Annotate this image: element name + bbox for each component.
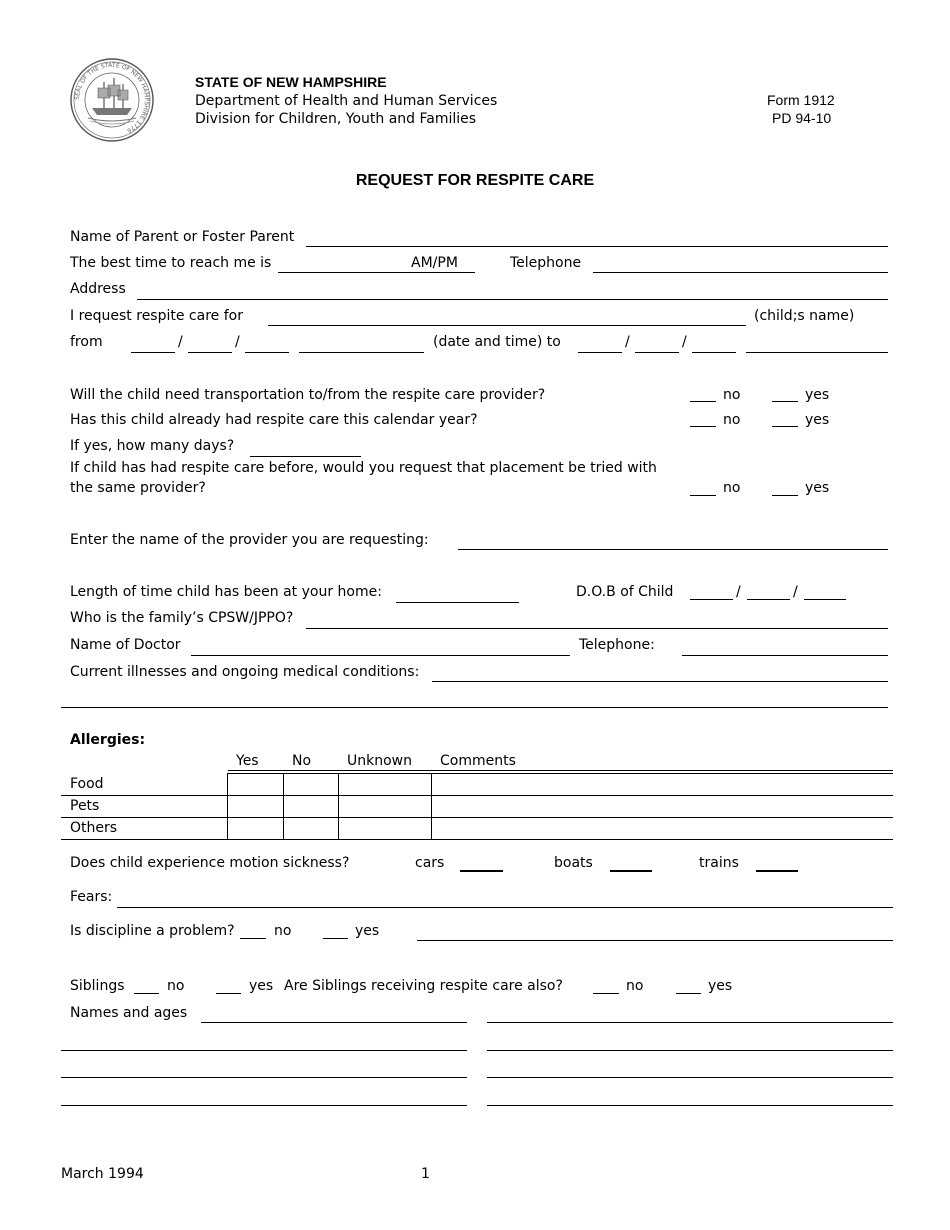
cars-label: cars bbox=[415, 855, 445, 871]
no-label: no bbox=[723, 412, 741, 428]
pd-number: PD 94-10 bbox=[772, 110, 832, 126]
table-rule bbox=[228, 770, 893, 771]
fears-field[interactable] bbox=[117, 907, 893, 908]
transport-question: Will the child need transportation to/from the respite care provider? bbox=[70, 387, 546, 403]
cpsw-field[interactable] bbox=[306, 628, 888, 629]
illnesses-label: Current illnesses and ongoing medical conditions: bbox=[70, 664, 420, 680]
yes-label: yes bbox=[805, 412, 830, 428]
date-slash: / bbox=[235, 334, 240, 350]
yes-label: yes bbox=[805, 387, 830, 403]
dob-day-field[interactable] bbox=[747, 599, 790, 600]
state-heading: STATE OF NEW HAMPSHIRE bbox=[195, 74, 387, 90]
to-day-field[interactable] bbox=[635, 352, 679, 353]
how-many-days-label: If yes, how many days? bbox=[70, 438, 235, 454]
sibling-name-field[interactable] bbox=[487, 1105, 893, 1106]
length-of-time-label: Length of time child has been at your home: bbox=[70, 584, 382, 600]
parent-name-field[interactable] bbox=[306, 246, 888, 247]
table-column-divider bbox=[283, 773, 284, 839]
allergies-title: Allergies: bbox=[70, 732, 146, 748]
svg-text:SEAL OF THE STATE OF NEW HAMPS: SEAL OF THE STATE OF NEW HAMPSHIRE 1776 bbox=[73, 61, 151, 134]
doctor-name-label: Name of Doctor bbox=[70, 637, 181, 653]
footer-date: March 1994 bbox=[61, 1166, 144, 1182]
column-header-unknown: Unknown bbox=[347, 753, 412, 769]
dob-year-field[interactable] bbox=[804, 599, 846, 600]
to-year-field[interactable] bbox=[692, 352, 736, 353]
date-slash: / bbox=[682, 334, 687, 350]
cars-field[interactable] bbox=[460, 870, 503, 872]
already-had-yes-checkbox[interactable] bbox=[772, 426, 798, 427]
table-rule bbox=[61, 795, 893, 796]
form-title: REQUEST FOR RESPITE CARE bbox=[355, 172, 595, 189]
provider-name-field[interactable] bbox=[458, 549, 888, 550]
table-column-divider bbox=[431, 773, 432, 839]
best-time-field[interactable] bbox=[278, 272, 475, 273]
motion-sickness-question: Does child experience motion sickness? bbox=[70, 855, 350, 871]
state-seal-image bbox=[70, 58, 154, 142]
column-header-no: No bbox=[292, 753, 312, 769]
to-month-field[interactable] bbox=[578, 352, 622, 353]
provider-name-label: Enter the name of the provider you are requesting: bbox=[70, 532, 429, 548]
same-provider-no-checkbox[interactable] bbox=[690, 495, 716, 496]
transport-yes-checkbox[interactable] bbox=[772, 401, 798, 402]
allergy-row-others: Others bbox=[70, 820, 118, 836]
column-header-comments: Comments bbox=[440, 753, 516, 769]
trains-field[interactable] bbox=[756, 870, 798, 872]
to-time-field[interactable] bbox=[746, 352, 888, 353]
siblings-yes-checkbox[interactable] bbox=[216, 993, 241, 994]
same-provider-question-cont: the same provider? bbox=[70, 480, 206, 496]
best-time-label: The best time to reach me is bbox=[70, 255, 272, 271]
yes-label: yes bbox=[708, 978, 733, 994]
from-year-field[interactable] bbox=[245, 352, 289, 353]
already-had-question: Has this child already had respite care this calendar year? bbox=[70, 412, 478, 428]
allergy-row-food: Food bbox=[70, 776, 104, 792]
doctor-name-field[interactable] bbox=[191, 655, 570, 656]
date-slash: / bbox=[178, 334, 183, 350]
dob-month-field[interactable] bbox=[690, 599, 733, 600]
from-month-field[interactable] bbox=[131, 352, 175, 353]
no-label: no bbox=[167, 978, 185, 994]
boats-field[interactable] bbox=[610, 870, 652, 872]
sibling-name-field[interactable] bbox=[487, 1022, 893, 1023]
dob-label: D.O.B of Child bbox=[576, 584, 674, 600]
sibling-name-field[interactable] bbox=[61, 1050, 467, 1051]
division-line: Division for Children, Youth and Families bbox=[195, 111, 477, 127]
date-slash: / bbox=[736, 584, 741, 600]
table-rule bbox=[228, 773, 893, 774]
page-number: 1 bbox=[421, 1166, 430, 1182]
siblings-respite-no-checkbox[interactable] bbox=[593, 993, 619, 994]
telephone-field[interactable] bbox=[593, 272, 888, 273]
table-rule bbox=[61, 817, 893, 818]
discipline-question: Is discipline a problem? bbox=[70, 923, 235, 939]
already-had-no-checkbox[interactable] bbox=[690, 426, 716, 427]
siblings-respite-question: Are Siblings receiving respite care also? bbox=[284, 978, 563, 994]
discipline-comment-field[interactable] bbox=[417, 940, 893, 941]
sibling-name-field[interactable] bbox=[61, 1077, 467, 1078]
address-label: Address bbox=[70, 281, 126, 297]
table-column-divider bbox=[227, 773, 228, 839]
from-label: from bbox=[70, 334, 103, 350]
telephone-label: Telephone bbox=[510, 255, 582, 271]
from-day-field[interactable] bbox=[188, 352, 232, 353]
parent-name-label: Name of Parent or Foster Parent bbox=[70, 229, 295, 245]
no-label: no bbox=[723, 480, 741, 496]
sibling-name-field[interactable] bbox=[487, 1077, 893, 1078]
discipline-no-checkbox[interactable] bbox=[240, 938, 266, 939]
sibling-name-field[interactable] bbox=[201, 1022, 467, 1023]
yes-label: yes bbox=[805, 480, 830, 496]
department-line: Department of Health and Human Services bbox=[195, 93, 498, 109]
column-header-yes: Yes bbox=[236, 753, 259, 769]
no-label: no bbox=[274, 923, 292, 939]
trains-label: trains bbox=[699, 855, 739, 871]
ampm-label: AM/PM bbox=[411, 255, 458, 271]
yes-label: yes bbox=[355, 923, 380, 939]
doctor-telephone-field[interactable] bbox=[682, 655, 888, 656]
child-name-field[interactable] bbox=[268, 325, 746, 326]
doctor-telephone-label: Telephone: bbox=[579, 637, 655, 653]
address-field[interactable] bbox=[137, 299, 888, 300]
siblings-label: Siblings bbox=[70, 978, 125, 994]
date-slash: / bbox=[625, 334, 630, 350]
names-ages-label: Names and ages bbox=[70, 1005, 188, 1021]
no-label: no bbox=[626, 978, 644, 994]
how-many-days-field[interactable] bbox=[250, 456, 361, 457]
table-rule bbox=[61, 839, 893, 840]
illnesses-field[interactable] bbox=[432, 681, 888, 682]
sibling-name-field[interactable] bbox=[487, 1050, 893, 1051]
siblings-no-checkbox[interactable] bbox=[134, 993, 159, 994]
allergy-row-pets: Pets bbox=[70, 798, 100, 814]
form-number: Form 1912 bbox=[767, 92, 835, 108]
discipline-yes-checkbox[interactable] bbox=[323, 938, 348, 939]
fears-label: Fears: bbox=[70, 889, 113, 905]
siblings-respite-yes-checkbox[interactable] bbox=[676, 993, 701, 994]
date-time-to-label: (date and time) to bbox=[433, 334, 561, 350]
no-label: no bbox=[723, 387, 741, 403]
boats-label: boats bbox=[554, 855, 593, 871]
yes-label: yes bbox=[249, 978, 274, 994]
table-column-divider bbox=[338, 773, 339, 839]
length-of-time-field[interactable] bbox=[396, 602, 519, 603]
childs-name-label: (child;s name) bbox=[754, 308, 855, 324]
cpsw-label: Who is the family’s CPSW/JPPO? bbox=[70, 610, 294, 626]
illnesses-field-continued[interactable] bbox=[61, 707, 888, 708]
same-provider-question: If child has had respite care before, would you request that placement be tried with bbox=[70, 460, 657, 476]
transport-no-checkbox[interactable] bbox=[690, 401, 716, 402]
from-time-field[interactable] bbox=[299, 352, 424, 353]
date-slash: / bbox=[793, 584, 798, 600]
request-for-label: I request respite care for bbox=[70, 308, 243, 324]
same-provider-yes-checkbox[interactable] bbox=[772, 495, 798, 496]
sibling-name-field[interactable] bbox=[61, 1105, 467, 1106]
